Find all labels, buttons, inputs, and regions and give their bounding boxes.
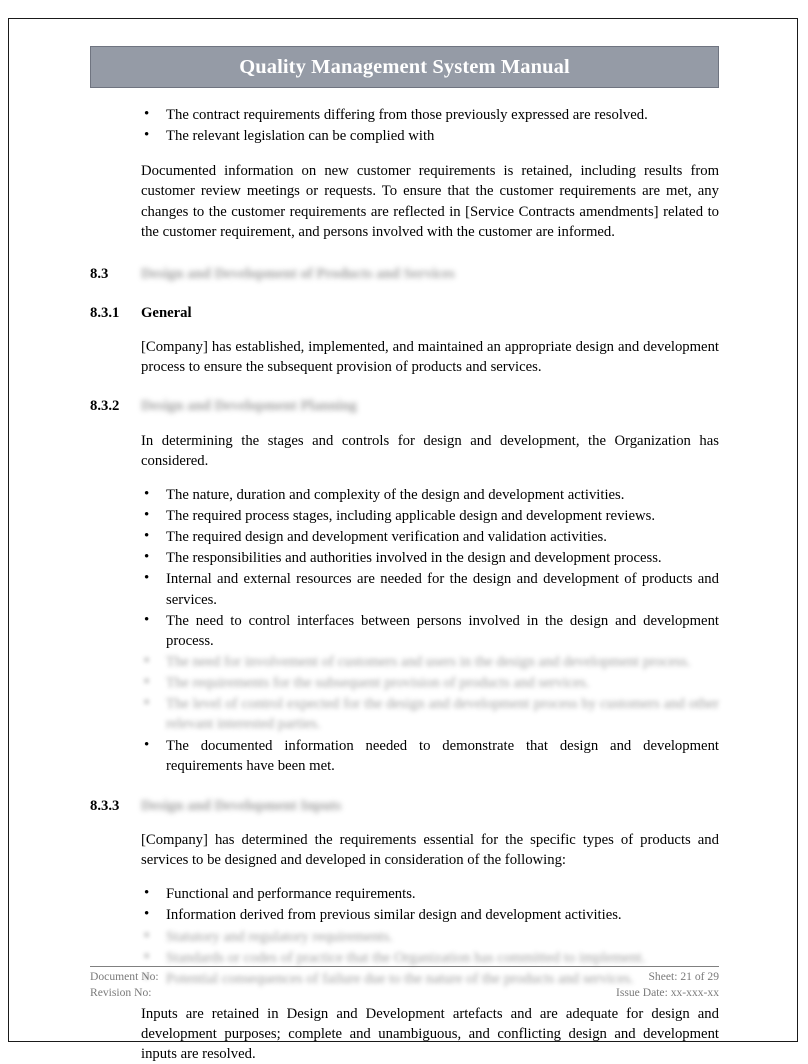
section-title: Design and Development Planning <box>141 398 357 415</box>
top-bullet-list <box>90 105 719 146</box>
footer-right <box>616 969 719 1002</box>
spacer <box>90 323 719 337</box>
section-title: General <box>141 304 192 321</box>
list-item: • The need to control interfaces between persons involved in the design and development process. <box>90 611 719 651</box>
intro-paragraph: Documented information on new customer requirements is retained, including results from customer review meetings or requests. To ensure that the customer requirements are met, any changes to the customer requirements are reflected in [Service Contracts amendments] related to the customer requirement, and persons involved with the customer are informed. <box>141 163 719 240</box>
list-item: • The relevant legislation can be complied with <box>90 126 719 146</box>
list-item: • Internal and external resources are needed for the design and development of products and services. <box>90 569 719 609</box>
spacer <box>90 242 719 264</box>
spacer <box>90 377 719 396</box>
footer-left <box>90 969 159 1002</box>
spacer <box>90 777 719 796</box>
document-page <box>8 18 798 1063</box>
spacer <box>90 147 719 161</box>
list-item: • Functional and performance requirements. <box>90 884 719 904</box>
spacer <box>90 417 719 431</box>
list-item-obscured: • Potential consequences of failure due to the nature of the products and services. <box>90 969 719 989</box>
list-item: • The required process stages, including applicable design and development reviews. <box>90 506 719 526</box>
list-item-obscured: • The need for involvement of customers and users in the design and development process. <box>90 652 719 672</box>
spacer <box>90 471 719 485</box>
section-title: Design and Development of Products and Services <box>141 265 455 282</box>
document-header-banner <box>90 46 719 88</box>
document-title: Quality Management System Manual <box>239 55 570 78</box>
list-item: • The responsibilities and authorities involved in the design and development process. <box>90 548 719 568</box>
section-number: 8.3.2 <box>90 398 120 415</box>
document-body <box>90 105 719 1064</box>
section-heading-8-3-1 <box>90 303 719 323</box>
section-8-3-1-paragraph: [Company] has established, implemented, and maintained an appropriate design and development process to ensure the subsequent provision of products and services. <box>141 339 719 376</box>
section-number: 8.3.1 <box>90 304 120 321</box>
page-content <box>90 46 719 1064</box>
section-number: 8.3 <box>90 265 109 282</box>
section-heading-8-3-3 <box>90 796 719 816</box>
spacer <box>90 870 719 884</box>
list-item-obscured: • The level of control expected for the design and development process by customers and other relevant interested parties. <box>90 694 719 734</box>
section-8-3-3-paragraph: [Company] has determined the requirements essential for the specific types of products and services to be designed and developed in consideration of the following: <box>141 831 719 869</box>
list-item: • The documented information needed to demonstrate that design and development requirements have been met. <box>90 736 719 776</box>
spacer <box>90 284 719 303</box>
list-item: • Information derived from previous similar design and development activities. <box>90 905 719 925</box>
section-heading-8-3-2 <box>90 396 719 416</box>
list-item: • The contract requirements differing from those previously expressed are resolved. <box>90 105 719 125</box>
revision-no-label: Revision No: <box>90 986 152 1000</box>
list-item: • The nature, duration and complexity of the design and development activities. <box>90 485 719 505</box>
list-item: • The required design and development verification and validation activities. <box>90 527 719 547</box>
list-item-obscured: • Statutory and regulatory requirements. <box>90 927 719 947</box>
issue-date: Issue Date: xx-xxx-xx <box>615 986 719 1000</box>
spacer <box>90 816 719 830</box>
section-title: Design and Development Inputs <box>141 797 342 814</box>
section-8-3-2-paragraph: In determining the stages and controls for design and development, the Organization has considered. <box>141 432 719 469</box>
list-item-obscured: • The requirements for the subsequent provision of products and services. <box>90 673 719 693</box>
document-no-label: Document No: <box>90 970 159 983</box>
sheet-number: Sheet: 21 of 29 <box>648 970 719 983</box>
closing-paragraph: Inputs are retained in Design and Development artefacts and are adequate for design and development purposes; complete and unambiguous, and conflicting design and development inputs are resolved. <box>141 1005 719 1063</box>
section-heading-8-3 <box>90 264 719 284</box>
section-number: 8.3.3 <box>90 797 120 814</box>
list-item-obscured: • Standards or codes of practice that the Organization has committed to implement. <box>90 948 719 968</box>
section-8-3-2-bullet-list <box>90 485 719 776</box>
document-footer <box>90 966 719 1002</box>
